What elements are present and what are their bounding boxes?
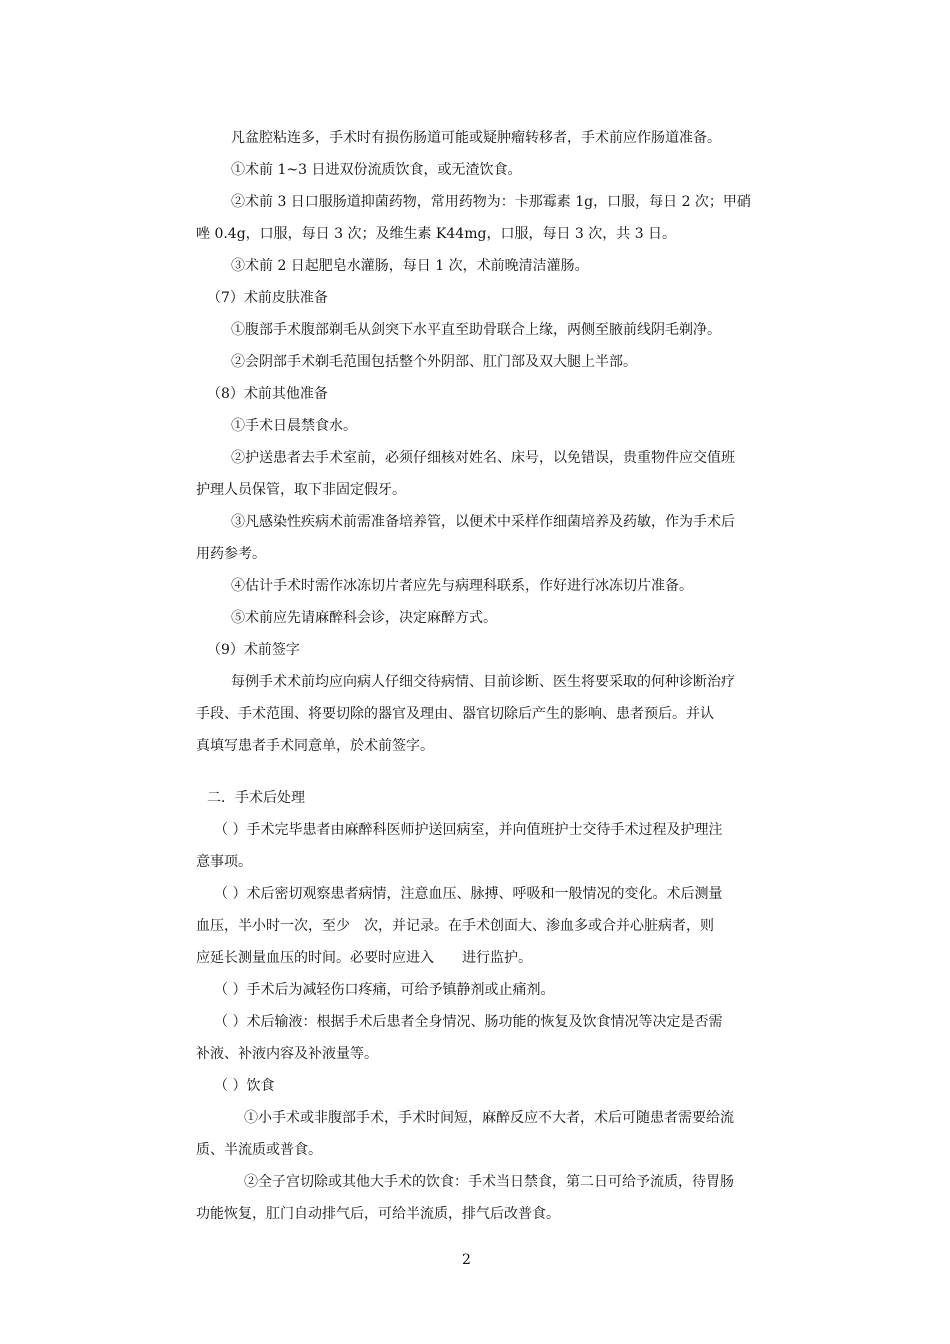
list-item: ⑤术前应先请麻醉科会诊，决定麻醉方式。 xyxy=(231,610,497,626)
list-item: （ ）手术后为减轻伤口疼痛，可给予镇静剂或止痛剂。 xyxy=(214,982,555,998)
list-item: （ ）术后密切观察患者病情，注意血压、脉搏、呼吸和一般情况的变化。术后测量 xyxy=(214,886,723,902)
list-item: ④估计手术时需作冰冻切片者应先与病理科联系，作好进行冰冻切片准备。 xyxy=(231,578,693,594)
paragraph-line: 每例手术术前均应向病人仔细交待病情、目前诊断、医生将要采取的何种诊断治疗 xyxy=(231,674,735,690)
list-item: ③术前 2 日起肥皂水灌肠，每日 1 次，术前晚清洁灌肠。 xyxy=(231,258,589,274)
list-item: ①小手术或非腹部手术，手术时间短，麻醉反应不大者，术后可随患者需要给流 xyxy=(244,1110,734,1126)
paragraph-line: 护理人员保管，取下非固定假牙。 xyxy=(196,482,406,498)
list-item: （ ）手术完毕患者由麻醉科医师护送回病室，并向值班护士交待手术过程及护理注 xyxy=(214,822,723,838)
paragraph-line: 真填写患者手术同意单，於术前签字。 xyxy=(196,738,434,754)
list-item: ②会阴部手术剃毛范围包括整个外阴部、肛门部及双大腿上半部。 xyxy=(231,354,637,370)
section-heading: （9）术前签字 xyxy=(207,642,300,658)
list-item: （ ）饮食 xyxy=(214,1078,275,1094)
paragraph-line: 用药参考。 xyxy=(196,546,266,562)
page-number: 2 xyxy=(462,1252,471,1268)
list-item: ②全子宫切除或其他大手术的饮食：手术当日禁食，第二日可给予流质，待胃肠 xyxy=(244,1174,734,1190)
list-item: ②护送患者去手术室前，必须仔细核对姓名、床号，以免错误，贵重物件应交值班 xyxy=(231,450,735,466)
section-heading: （7）术前皮肤准备 xyxy=(207,290,328,306)
paragraph-line: 唑 0.4g，口服，每日 3 次；及维生素 K44mg，口服，每日 3 次，共 3 日。 xyxy=(196,226,677,242)
list-item: ②术前 3 日口服肠道抑菌药物，常用药物为：卡那霉素 1g，口服，每日 2 次；甲硝 xyxy=(231,194,751,210)
paragraph-line: 凡盆腔粘连多，手术时有损伤肠道可能或疑肿瘤转移者，手术前应作肠道准备。 xyxy=(231,130,721,146)
paragraph-line: 质、半流质或普食。 xyxy=(196,1142,322,1158)
list-item: ①术前 1~3 日进双份流质饮食，或无渣饮食。 xyxy=(231,162,522,178)
section-heading: 二．手术后处理 xyxy=(207,790,305,806)
section-heading: （8）术前其他准备 xyxy=(207,386,328,402)
list-item: ①手术日晨禁食水。 xyxy=(231,418,357,434)
paragraph-line: 应延长测量血压的时间。必要时应进入 进行监护。 xyxy=(196,950,532,966)
paragraph-line: 手段、手术范围、将要切除的器官及理由、器官切除后产生的影响、患者预后。并认 xyxy=(196,706,714,722)
list-item: ①腹部手术腹部剃毛从剑突下水平直至助骨联合上缘，两侧至腋前线阴毛剃净。 xyxy=(231,322,721,338)
paragraph-line: 意事项。 xyxy=(196,854,252,870)
list-item: ③凡感染性疾病术前需准备培养管，以便术中采样作细菌培养及药敏，作为手术后 xyxy=(231,514,735,530)
paragraph-line: 补液、补液内容及补液量等。 xyxy=(196,1046,378,1062)
paragraph-line: 血压，半小时一次，至少 次，并记录。在手术创面大、渗血多或合并心脏病者，则 xyxy=(196,918,714,934)
list-item: （ ）术后输液：根据手术后患者全身情况、肠功能的恢复及饮食情况等决定是否需 xyxy=(214,1014,723,1030)
paragraph-line: 功能恢复，肛门自动排气后，可给半流质，排气后改普食。 xyxy=(196,1206,560,1222)
